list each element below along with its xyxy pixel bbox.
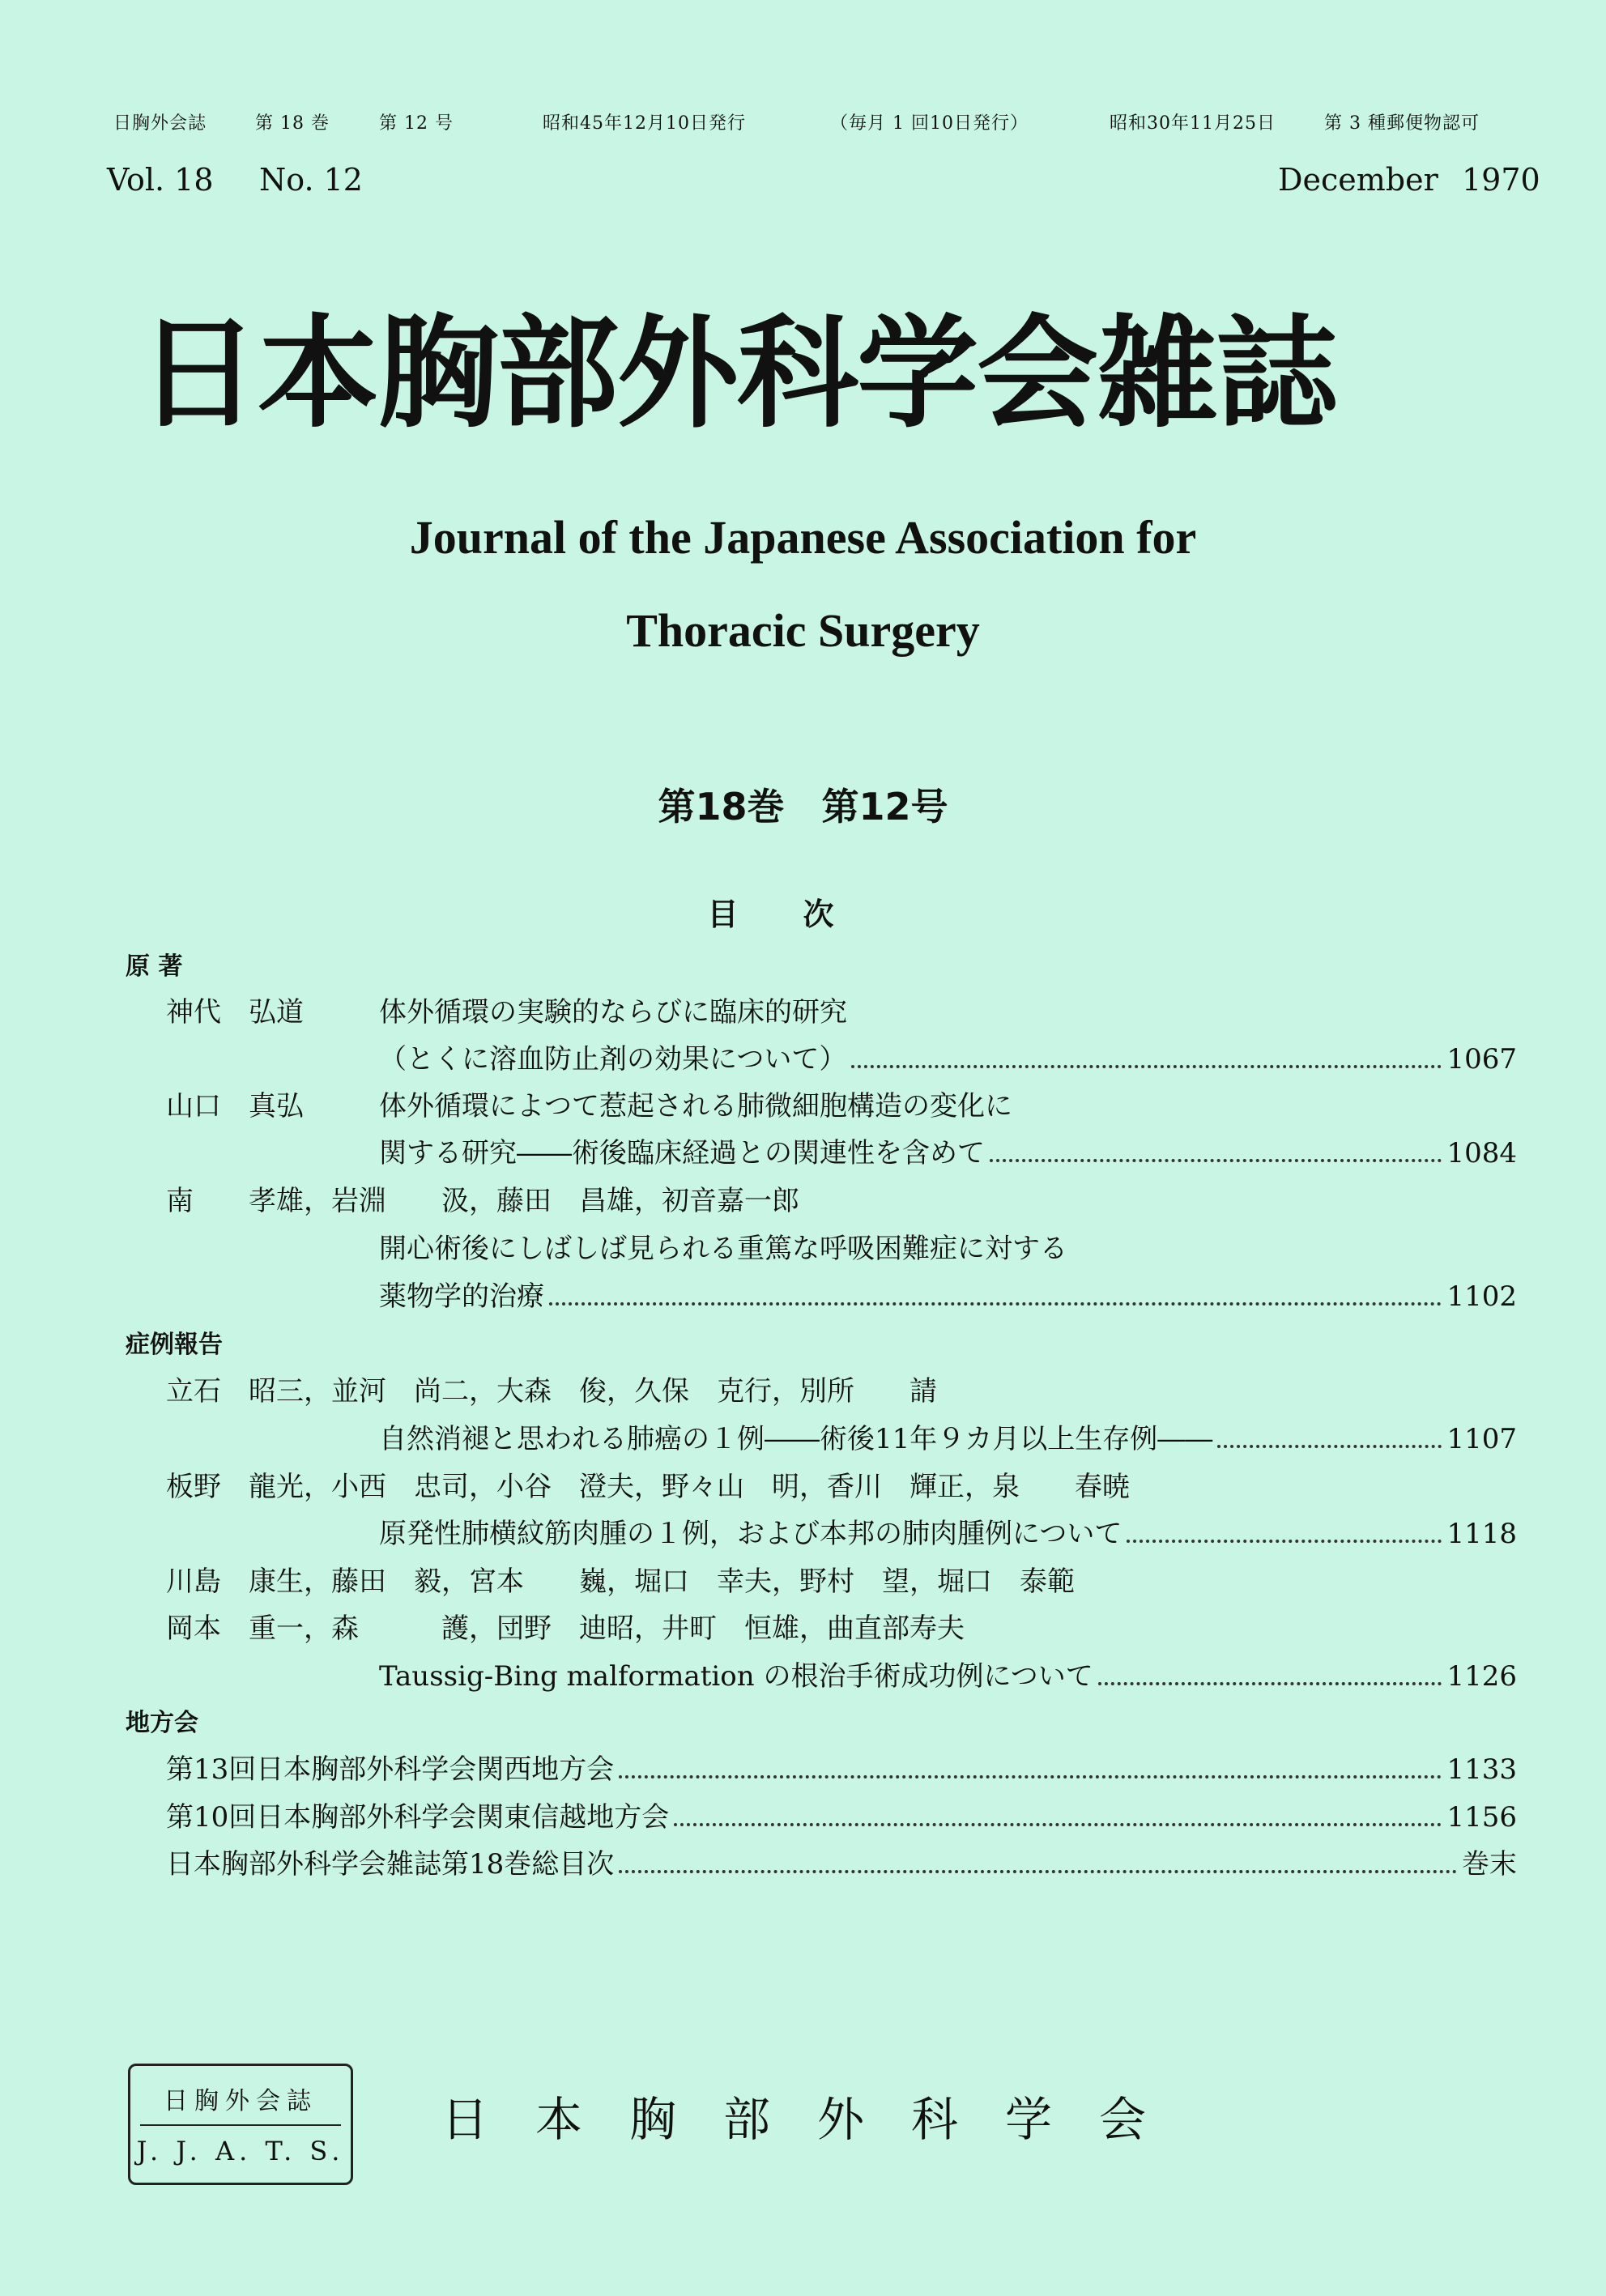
header-no-jp: 第 12 号 [379,113,454,134]
header-month: December [1278,162,1438,198]
toc-entry [379,1131,1517,1170]
toc-title: 第10回日本胸部外科学会関東信越地方会 [166,1801,670,1834]
toc-page: 1102 [1446,1280,1517,1313]
toc-page: 1067 [1446,1043,1517,1076]
stamp-divider [140,2124,341,2126]
toc-title: 原発性肺横紋筋肉腫の１例，および本邦の肺肉腫例について [379,1518,1122,1550]
journal-title-jp: 日本胸部外科学会雑誌 [138,304,1337,445]
toc-author: 岡本 重一，森 護，団野 迪昭，井町 恒雄，曲直部寿夫 [166,1612,965,1645]
toc-title: 関する研究――術後臨床経過との関連性を含めて [379,1137,985,1169]
toc-entry [166,1747,1517,1787]
toc-entry [379,1511,1517,1551]
toc-page: 1156 [1446,1801,1517,1834]
leader-dots [674,1823,1442,1826]
toc-page: 1084 [1446,1137,1517,1169]
leader-dots [1098,1682,1442,1685]
toc-page: 1126 [1446,1660,1517,1693]
toc-author: 山口 真弘 [166,1090,304,1122]
toc-entry [166,1842,1517,1881]
toc-entry [379,1037,1517,1076]
leader-dots [851,1065,1442,1068]
toc-entry [379,1274,1517,1314]
header-frequency: （毎月 1 回10日発行） [830,113,1029,134]
toc-page: 1107 [1446,1423,1517,1455]
toc-heading: 目次 [707,897,899,932]
leader-dots [1217,1445,1442,1448]
leader-dots [619,1775,1442,1778]
toc-entry [379,1654,1517,1693]
header-issue-date: 昭和45年12月10日発行 [543,113,746,134]
header-vol-en: Vol. 18 [107,162,214,198]
toc-title: 第13回日本胸部外科学会関西地方会 [166,1753,615,1786]
toc-author: 神代 弘道 [166,996,304,1029]
publisher-name: 日本胸部外科学会 [441,2092,1194,2147]
journal-title-en-line2: Thoracic Surgery [626,604,980,657]
leader-dots [619,1870,1457,1873]
volume-issue: 第18巻 第12号 [658,785,948,829]
toc-title: 体外循環によつて惹起される肺微細胞構造の変化に [379,1090,1012,1122]
toc-title: 自然消褪と思われる肺癌の１例――術後11年９カ月以上生存例―― [379,1423,1213,1455]
stamp-abbr-jp: 日胸外会誌 [164,2087,317,2115]
toc-author: 川島 康生，藤田 毅，宮本 巍，堀口 幸夫，野村 望，堀口 泰範 [166,1565,1075,1598]
section-case-reports: 症例報告 [126,1331,223,1359]
section-originals: 原 著 [126,952,183,981]
toc-entry [166,1795,1517,1834]
abbreviation-stamp [128,2064,353,2185]
toc-title: 薬物学的治療 [379,1280,544,1313]
toc-entry [379,1416,1517,1456]
journal-title-en-line1: Journal of the Japanese Association for [409,511,1197,564]
toc-page: 1118 [1446,1518,1517,1550]
stamp-abbr-en: J. J. A. T. S. [136,2136,345,2166]
toc-title: （とくに溶血防止剤の効果について） [379,1043,847,1076]
leader-dots [1127,1540,1442,1543]
toc-title: Taussig-Bing malformation の根治手術成功例について [379,1660,1093,1693]
header-abbr: 日胸外会誌 [113,113,207,134]
leader-dots [990,1159,1442,1162]
section-regional: 地方会 [126,1709,198,1737]
header-year: 1970 [1462,162,1540,198]
header-approval-date: 昭和30年11月25日 [1110,113,1276,134]
leader-dots [549,1302,1442,1306]
toc-author: 南 孝雄，岩淵 汲，藤田 昌雄，初音嘉一郎 [166,1185,799,1217]
toc-page: 1133 [1446,1753,1517,1786]
toc-title: 日本胸部外科学会雑誌第18巻総目次 [166,1848,615,1881]
toc-author: 板野 龍光，小西 忠司，小谷 澄夫，野々山 明，香川 輝正，泉 春暁 [166,1471,1130,1503]
toc-page: 巻末 [1462,1848,1517,1881]
header-no-en: No. 12 [259,162,363,198]
header-vol-jp: 第 18 巻 [255,113,330,134]
toc-author: 立石 昭三，並河 尚二，大森 俊，久保 克行，別所 請 [166,1375,937,1408]
header-approval: 第 3 種郵便物認可 [1324,113,1480,134]
toc-title: 体外循環の実験的ならびに臨床的研究 [379,996,847,1029]
toc-title: 開心術後にしばしば見られる重篤な呼吸困難症に対する [379,1233,1067,1265]
